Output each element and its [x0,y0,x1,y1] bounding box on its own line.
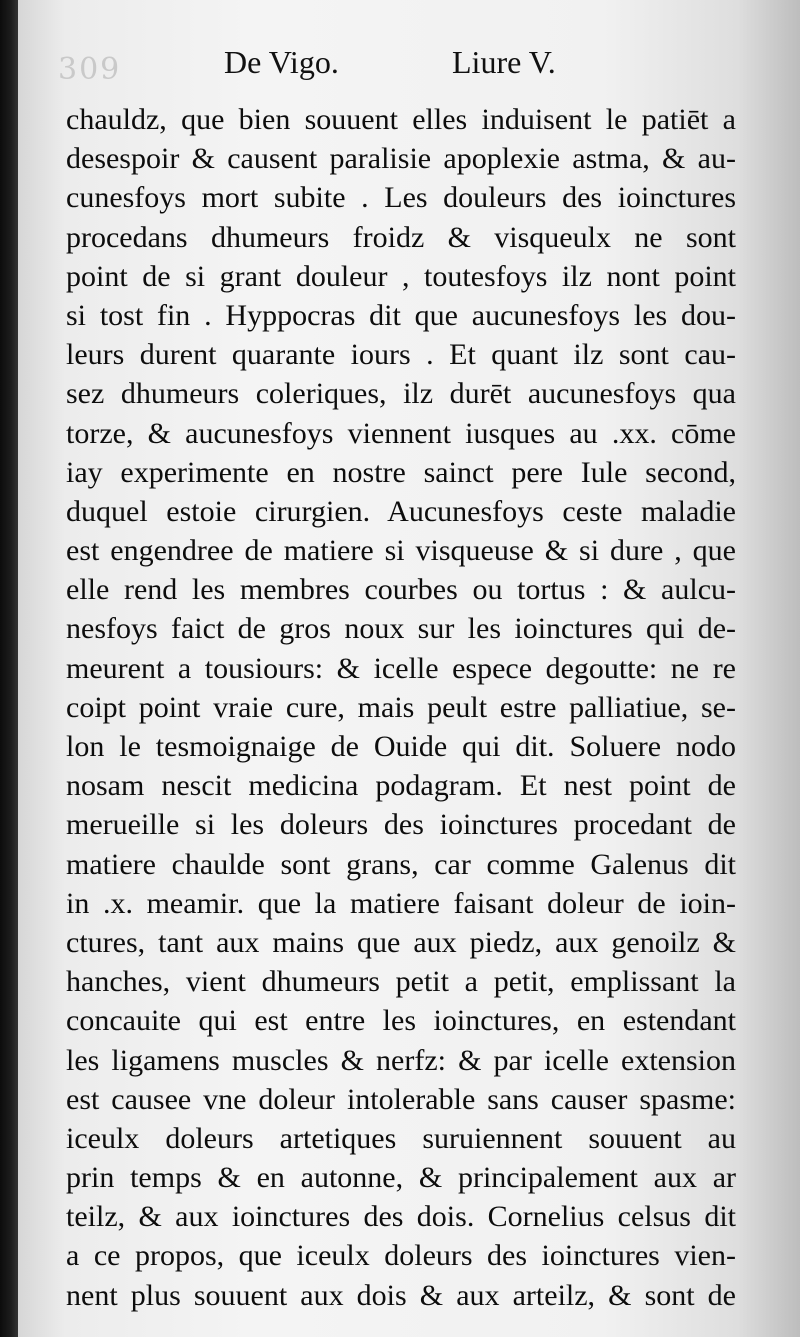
text-line: cunesfoys mort subite . Les douleurs des ioinctures [66,181,736,215]
text-line: in .x. meamir. que la matiere faisant doleur de ioin- [66,886,736,920]
text-line: ctures, tant aux mains que aux piedz, aux genoilz & [66,925,736,959]
text-line: concauite qui est entre les ioinctures, en estendant [66,1004,736,1038]
text-line: desespoir & causent paralisie apoplexie astma, & au- [66,142,736,176]
text-line: matiere chaulde sont grans, car comme Galenus dit [66,847,736,881]
text-line: iceulx doleurs artetiques suruiennent souuent au [66,1121,736,1155]
text-line: lon le tesmoignaige de Ouide qui dit. Soluere nodo [66,730,736,763]
text-line: iay experimente en nostre sainct pere Iule second, [66,455,736,489]
text-line: nesfoys faict de gros noux sur les ioinctures qui de- [66,612,736,646]
text-line: duquel estoie cirurgien. Aucunesfoys ceste maladie [66,494,736,528]
text-line: hanches, vient dhumeurs petit a petit, emplissant la [66,965,736,999]
text-line: nent plus souuent aux dois & aux arteilz, & sont de [66,1278,736,1312]
text-line: meurent a tousiours: & icelle espece degoutte: ne re [66,651,736,685]
text-line: les ligamens muscles & nerfz: & par icelle extension [66,1043,736,1077]
text-line: point de si grant douleur , toutesfoys ilz nont point [66,259,736,293]
text-line: merueille si les doleurs des ioinctures procedant de [66,808,736,842]
show-through-folio: 309 [58,52,122,87]
text-line: coipt point vraie cure, mais peult estre palliatiue, se- [66,690,736,724]
text-line: si tost fin . Hyppocras dit que aucunesfoys les dou- [66,298,736,332]
text-line: sez dhumeurs coleriques, ilz durēt aucunesfoys qua [66,377,736,411]
text-line: est causee vne doleur intolerable sans causer spasme: [66,1082,736,1116]
text-line: nosam nescit medicina podagram. Et nest point de [66,769,736,803]
body-text [66,100,736,1315]
text-line: leurs durent quarante iours . Et quant ilz sont cau- [66,338,736,372]
book-page [18,0,800,1337]
text-line: chauldz, que bien souuent elles induisent le patiēt a [66,103,736,136]
text-line: est engendree de matiere si visqueuse & si dure , que [66,534,736,568]
running-head-book: Liure V. [452,44,556,80]
running-head [224,44,584,88]
text-line: torze, & aucunesfoys viennent iusques au .xx. cōme [66,416,736,450]
text-line: prin temps & en autonne, & principalement aux ar [66,1161,736,1195]
text-line: a ce propos, que iceulx doleurs des ioinctures vien- [66,1239,736,1273]
text-line: procedans dhumeurs froidz & visqueulx ne sont [66,220,736,254]
text-line: teilz, & aux ioinctures des dois. Cornelius celsus dit [66,1200,736,1234]
running-head-author: De Vigo. [224,44,339,80]
binding-shadow [0,0,20,1337]
text-line: elle rend les membres courbes ou tortus : & aulcu- [66,573,736,607]
